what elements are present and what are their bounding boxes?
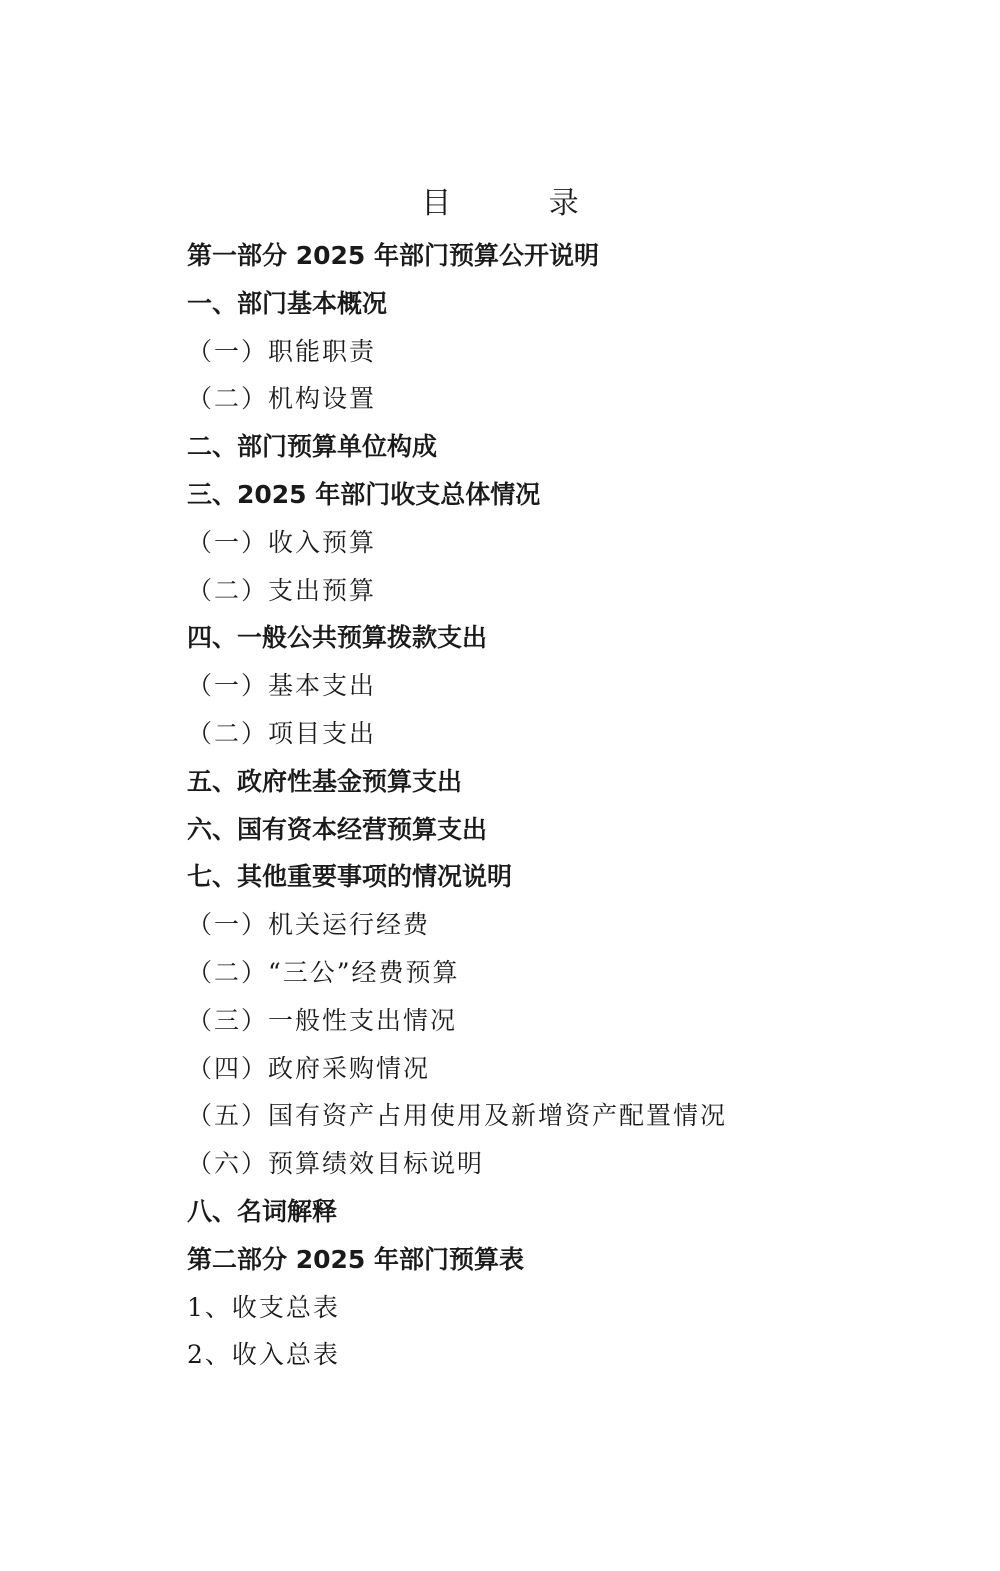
toc-subsection: （二）项目支出 — [187, 718, 377, 748]
toc-list — [187, 232, 967, 1379]
toc-section-1: 一、部门基本概况 — [187, 288, 388, 318]
toc-section-7: 七、其他重要事项的情况说明 — [187, 862, 513, 892]
toc-section-5: 五、政府性基金预算支出 — [187, 766, 463, 796]
toc-subsection: （四）政府采购情况 — [187, 1053, 431, 1083]
toc-table-item: 2、收入总表 — [187, 1340, 340, 1370]
toc-subsection: （六）预算绩效目标说明 — [187, 1149, 485, 1179]
toc-section-8: 八、名词解释 — [187, 1196, 338, 1226]
toc-subsection: （五）国有资产占用使用及新增资产配置情况 — [187, 1101, 728, 1131]
toc-subsection: （一）职能职责 — [187, 336, 377, 366]
toc-subsection: （二）支出预算 — [187, 575, 377, 605]
toc-section-6: 六、国有资本经营预算支出 — [187, 814, 488, 844]
toc-table-item: 1、收支总表 — [187, 1292, 340, 1322]
toc-subsection: （一）机关运行经费 — [187, 910, 431, 940]
toc-section-2: 二、部门预算单位构成 — [187, 432, 438, 462]
toc-section-4: 四、一般公共预算拨款支出 — [187, 623, 488, 653]
toc-part-2: 第二部分 2025 年部门预算表 — [187, 1244, 524, 1274]
toc-subsection: （一）收入预算 — [187, 527, 377, 557]
toc-subsection: （三）一般性支出情况 — [187, 1005, 458, 1035]
toc-part-1: 第一部分 2025 年部门预算公开说明 — [187, 241, 599, 270]
toc-subsection: （一）基本支出 — [187, 671, 377, 701]
toc-subsection: （二）“三公”经费预算 — [187, 957, 460, 987]
toc-section-3: 三、2025 年部门收支总体情况 — [187, 479, 541, 509]
toc-subsection: （二）机构设置 — [187, 384, 377, 414]
toc-title: 目 录 — [421, 186, 623, 221]
